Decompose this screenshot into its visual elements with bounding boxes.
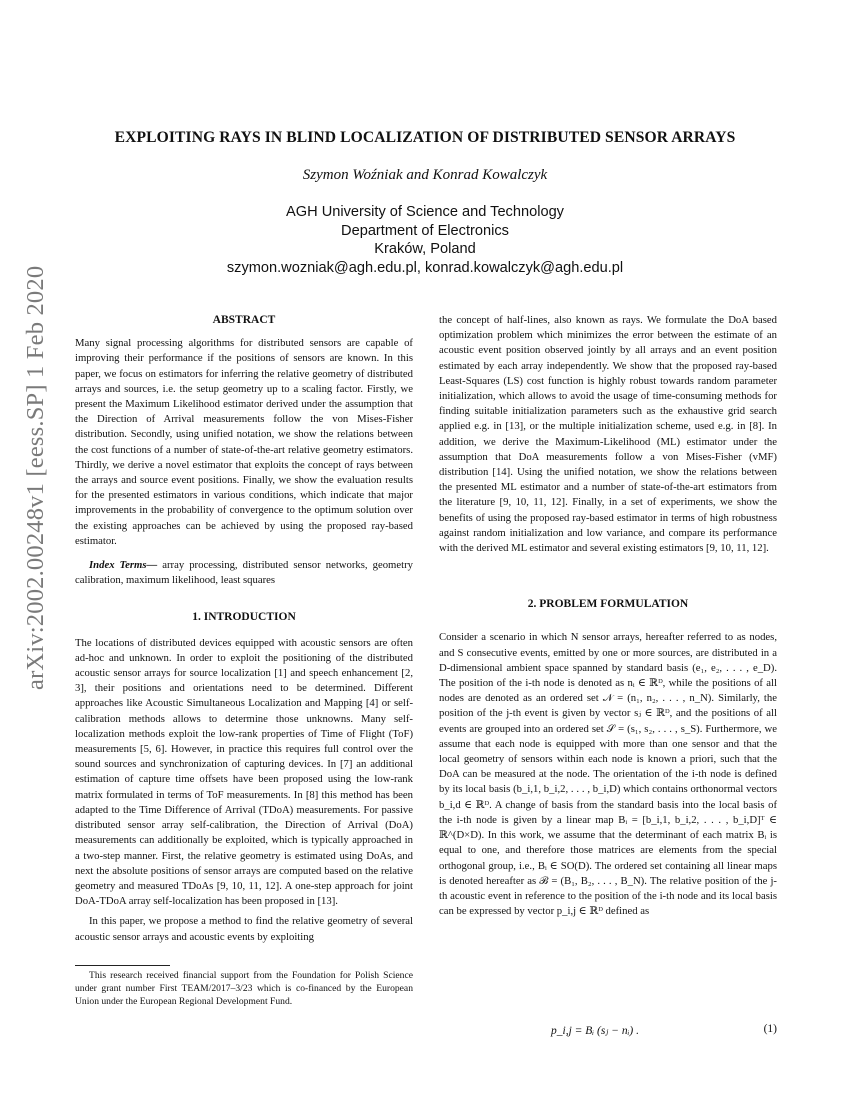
index-terms xyxy=(75,558,413,588)
author-list: Szymon Woźniak and Konrad Kowalczyk xyxy=(302,167,548,183)
problem-formulation-heading: 2. PROBLEM FORMULATION xyxy=(527,598,689,611)
introduction-heading: 1. INTRODUCTION xyxy=(192,611,296,624)
affiliation-university: AGH University of Science and Technology xyxy=(286,204,564,220)
left-column xyxy=(75,313,413,945)
abstract-text: Many signal processing algorithms for distributed sensors are capable of improving their performance if the positions of sensors are known. In this paper, we focus on estimators for inferring the relative geometry of distributed arrays and sources, i.e. the setup geometry up to a scaling factor. Firstly, we present the Maximum Likelihood estimator derived under the assumption that the Direction of Arrival measurements follow the von Mises-Fisher distribution. Secondly, using unified notation, we show the relations between the cost functions of a number of state-of-the-art relative geometry estimators. Thirdly, we derive a novel estimator that exploits the concept of rays between the arrays and source event positions. Finally, we show the evaluation results for the presented estimators in various conditions, which indicate that major improvements in the probability of convergence to the optimum solution over the existing approaches can be achieved by using the proposed ray-based estimator. xyxy=(75,337,413,547)
affiliation-city: Kraków, Poland xyxy=(374,241,476,257)
right-column xyxy=(439,313,777,919)
footnote-rule xyxy=(75,965,170,966)
problem-formulation-text: Consider a scenario in which N sensor arrays, hereafter referred to as nodes, and S consecutive events, emitted by one or more sources, are distributed in a D-dimensional ambient space spanned by standard basis (e₁, e₂, . . . , e_D). The position of the i-th node is denoted as nᵢ ∈ ℝᴰ, while the positions of all nodes are denoted as an ordered set 𝒩 = (n₁, n₂, . . . , n_N). Similarly, the position of the j-th event is given by vector sⱼ ∈ ℝᴰ, and the positions of all events are grouped into an ordered set 𝒮 = (s₁, s₂, . . . , s_S). Furthermore, we assume that each node is equipped with more than one sensor and that the local geometry of sensors within each node is known a priori, such that the DoA can be measured at the node. The orientation of the i-th node is defined by its local basis (b_i,1, b_i,2, . . . , b_i,D) which contains orthonormal vectors b_i,d ∈ ℝᴰ. A change of basis from the standard basis into the local basis of the i-th node is given by a linear map Bᵢ = [b_i,1, b_i,2, . . . , b_i,D]ᵀ ∈ ℝ^(D×D). In this work, we assume that the determinant of each matrix Bᵢ is equal to one, and therefore those matrices are elements from the special orthogonal group, i.e., Bᵢ ∈ SO(D). The ordered set containing all linear maps is denoted hereafter as ℬ = (B₁, B₂, . . . , B_N). The relative position of the j-th acoustic event in reference to the position of the i-th node and its local basis can be expressed by vector p_i,j ∈ ℝᴰ defined as xyxy=(439,631,777,918)
affiliation-department: Department of Electronics xyxy=(341,222,509,239)
abstract-heading: ABSTRACT xyxy=(212,314,276,326)
paper-title: EXPLOITING RAYS IN BLIND LOCALIZATION OF DISTRIBUTED SENSOR ARRAYS xyxy=(114,129,736,146)
introduction-paragraph-2: In this paper, we propose a method to find the relative geometry of several acoustic sensor arrays and acoustic events by exploiting xyxy=(75,915,413,943)
introduction-continuation: the concept of half-lines, also known as rays. We formulate the DoA based optimization problem which minimizes the error between the estimate of an acoustic event position observed jointly by all arrays and an event position estimated by each array independently. We show that the proposed ray-based Least-Squares (LS) cost function is highly robust towards random parameter initialization, which allows to avoid the usage of time-consuming methods for finding suitable initialization parameters such as the exhaustive grid search applied e.g. in [13], or the multiple initialization scheme, used e.g. in [8]. In addition, we derive the Maximum-Likelihood (ML) estimator under the assumption that DoA measurements follow a von Mises-Fisher (vMF) distribution [14]. Using the unified notation, we show the relations between the presented ML estimator and a number of state-of-the-art estimators from the literature [9, 10, 11, 12]. Finally, in a set of experiments, we show the benefits of using the proposed ray-based estimator in terms of high robustness against random initialization and low variance, and compare its performance with the derived ML estimator and several existing estimators [9, 10, 11, 12]. xyxy=(439,314,777,555)
index-terms-label: Index Terms— xyxy=(89,559,158,572)
equation-1-number: (1) xyxy=(763,1023,777,1035)
affiliation-block xyxy=(60,203,790,277)
arxiv-identifier-stamp[interactable]: arXiv:2002.00248v1 [eess.SP] 1 Feb 2020 xyxy=(22,265,49,690)
equation-1-body: p_i,j = Bᵢ (sⱼ − nᵢ) . xyxy=(551,1025,639,1037)
index-terms-text: array processing, distributed sensor networks, geometry calibration, maximum likelihood, least squares xyxy=(75,559,413,587)
funding-footnote: This research received financial support from the Foundation for Polish Science under grant number First TEAM/2017–3/23 which is co-financed by the European Union under the European Regional Development Fund. xyxy=(75,970,413,1008)
introduction-paragraph-1: The locations of distributed devices equipped with acoustic sensors are often ad-hoc and unknown. In order to exploit the positioning of the distributed acoustic sensor arrays for source localization [1] and speech enhancement [2, 3], their positions and orientations need to be determined. Different approaches like Acoustic Simultaneous Localization and Mapping [4] or self-calibration methods allows to determine those unknowns. Many self-localization methods exploit the low-rank properties of Time of Flight (ToF) measurements [5, 6]. However, in practice this requires full control over the sound sources and synchronization of capturing devices. In [7] an additional estimation of capture time offsets have been proposed using the low-rank matrix formulated in terms of ToF measurements. In [8] this method has been adapted to the Time Difference of Arrival (TDoA) measurements. For passive distributed sensor array self-calibration, the Direction of Arrival (DoA) measurements can additionally be exploited, which is typically approached in a two-step manner. First, the relative geometry is estimated using DoAs, and next the absolute positions of sensor arrays are computed based on the relative geometry and measured TDoAs [9, 10, 11, 12]. A one-step approach for joint DoA-TDoA array self-localization has been proposed in [13]. xyxy=(75,636,413,908)
affiliation-emails[interactable]: szymon.wozniak@agh.edu.pl, konrad.kowalczyk@agh.edu.pl xyxy=(226,259,624,276)
